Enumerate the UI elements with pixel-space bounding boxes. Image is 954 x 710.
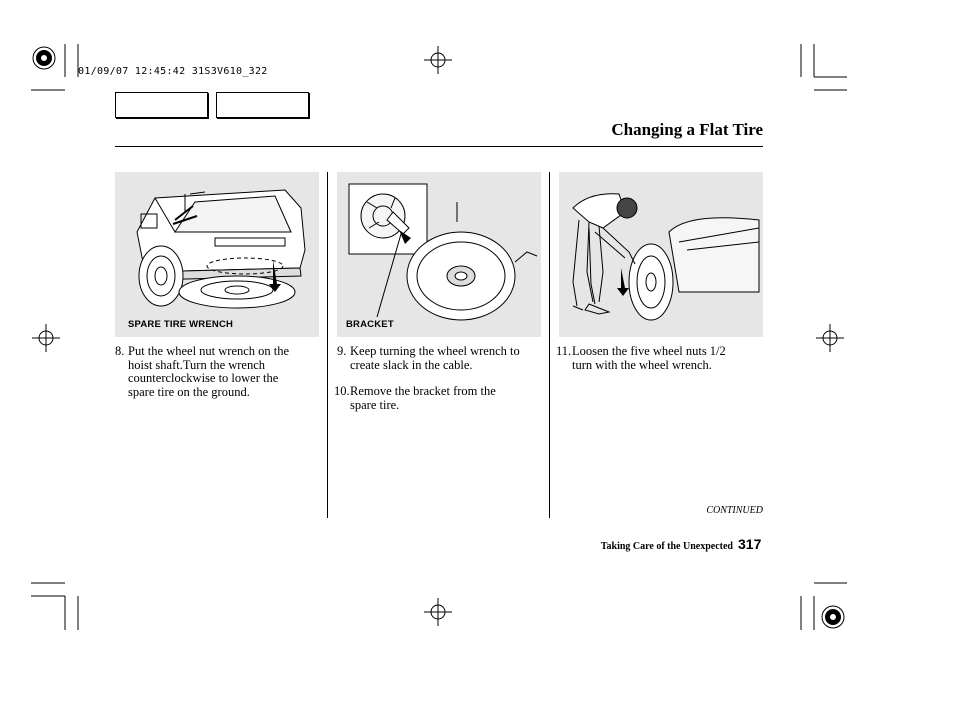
step-line: Loosen the five wheel nuts 1/2	[572, 344, 726, 358]
figure-bracket	[337, 172, 541, 337]
nav-tab-box-1	[115, 92, 208, 118]
page-title: Changing a Flat Tire	[611, 120, 763, 139]
step-number: 8.	[115, 344, 125, 358]
column-divider-1	[327, 172, 328, 518]
step-line: create slack in the cable.	[350, 357, 473, 372]
continued-label: CONTINUED	[706, 505, 763, 516]
step-8	[115, 345, 320, 405]
step-11	[556, 345, 763, 375]
person-loosening-wheel-nuts-illustration	[559, 172, 763, 337]
spare-tire-bracket-illustration	[337, 172, 541, 337]
figure-spare-tire-wrench	[115, 172, 319, 337]
step-line: Remove the bracket from the	[350, 384, 496, 398]
figure-caption-1: SPARE TIRE WRENCH	[128, 319, 234, 330]
step-line: hoist shaft.Turn the wrench	[128, 357, 266, 372]
figure-caption-2: BRACKET	[346, 319, 394, 330]
step-number: 11.	[556, 344, 572, 358]
step-number: 9.	[337, 344, 347, 358]
step-line: Put the wheel nut wrench on the	[128, 344, 290, 358]
step-line: spare tire on the ground.	[128, 384, 250, 399]
car-rear-illustration	[115, 172, 319, 337]
nav-tab-box-2	[216, 92, 309, 118]
step-line: turn with the wheel wrench.	[572, 357, 712, 372]
step-number: 10.	[334, 384, 350, 398]
step-line: counterclockwise to lower the	[128, 371, 279, 385]
step-9	[337, 345, 542, 375]
footer-section: Taking Care of the Unexpected	[600, 541, 733, 552]
print-stamp: 01/09/07 12:45:42 31S3V610_322	[78, 66, 268, 77]
step-line: Keep turning the wheel wrench to	[350, 344, 520, 358]
title-rule	[115, 146, 763, 147]
page-number: 317	[738, 536, 762, 552]
column-divider-2	[549, 172, 550, 518]
step-line: spare tire.	[350, 397, 400, 412]
step-10	[334, 385, 542, 415]
figure-loosen-nuts	[559, 172, 763, 337]
